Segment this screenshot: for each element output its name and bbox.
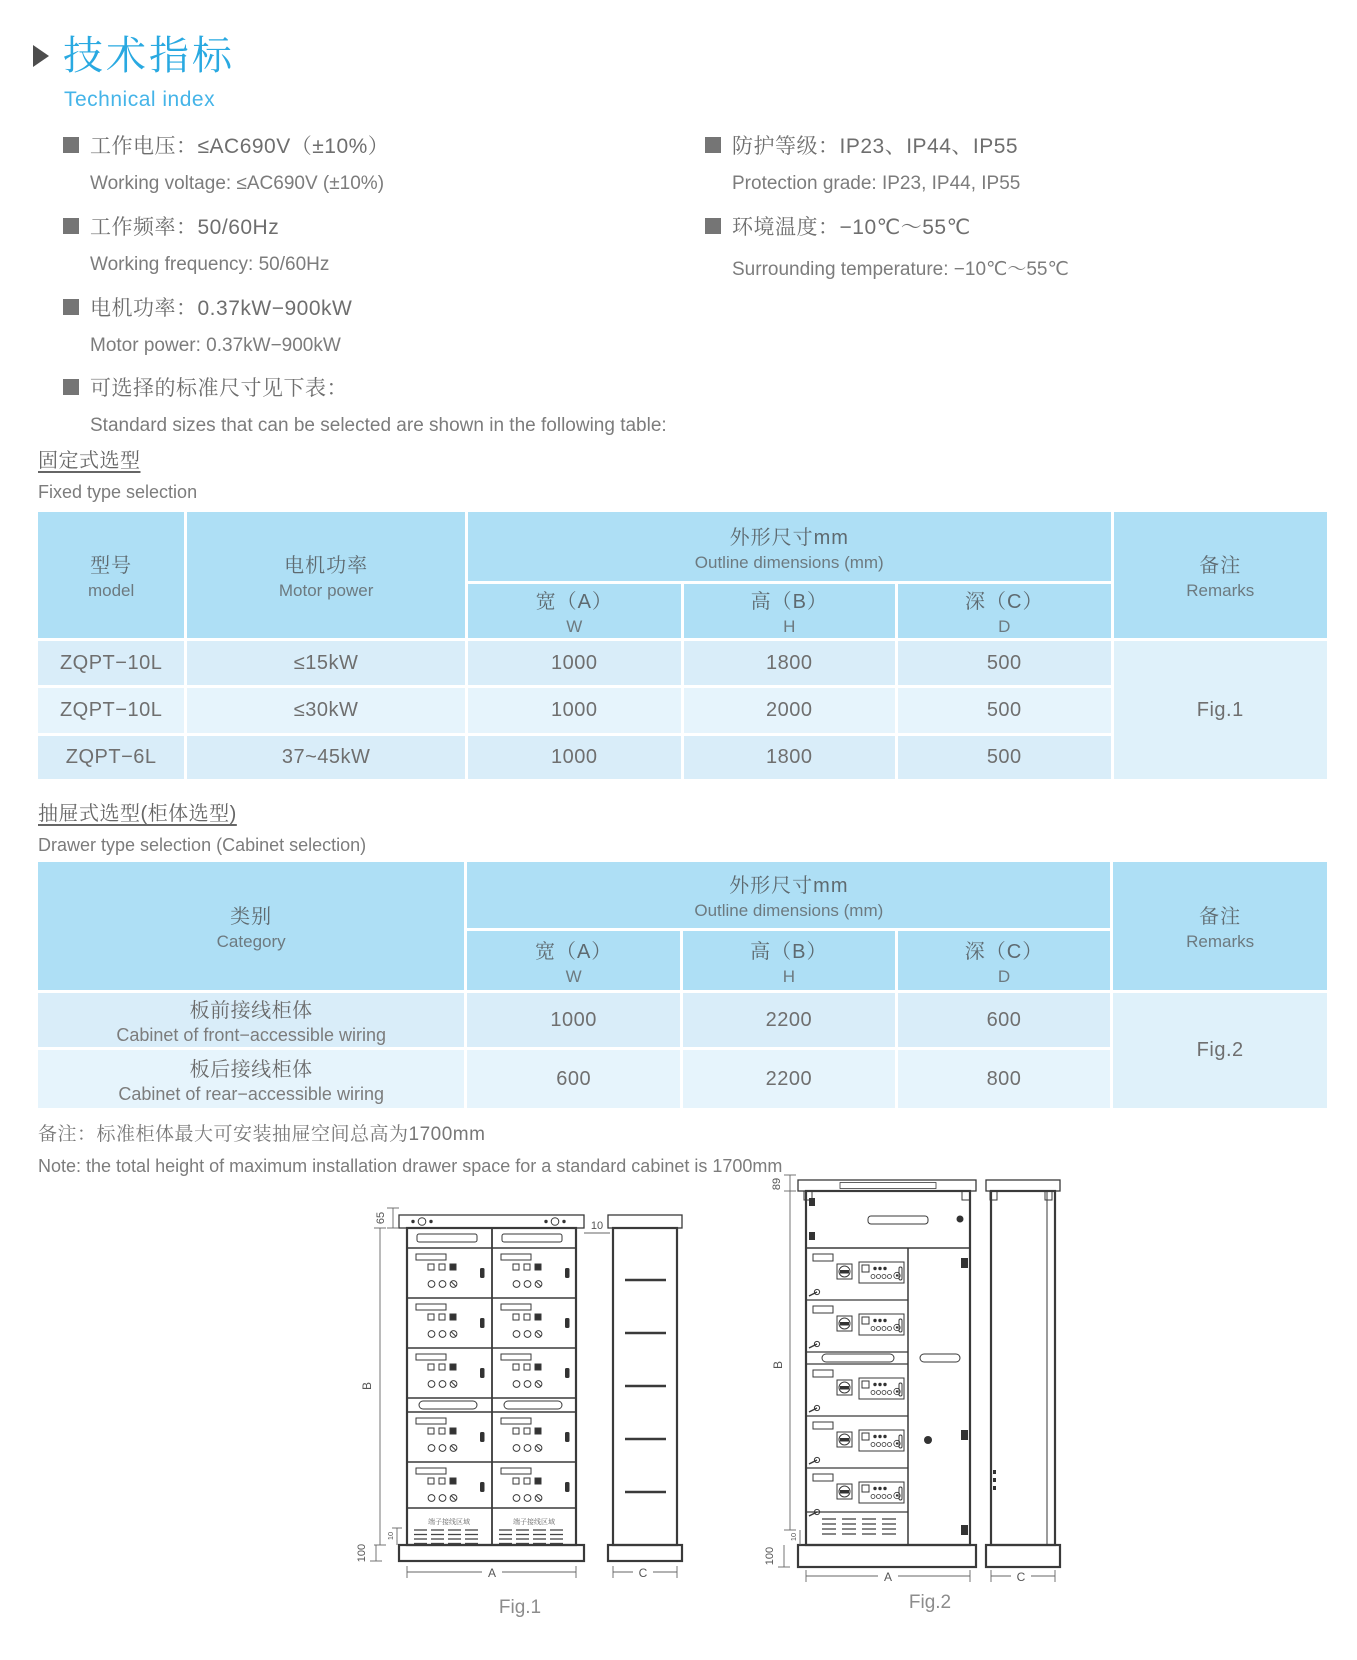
specs-right-column (705, 130, 1305, 297)
fig2-dim-depth: C (1016, 1570, 1026, 1584)
section-title-zh: 固定式选型 (38, 450, 141, 472)
spec-surrounding-temperature (705, 211, 1305, 281)
t2-remark-cell: Fig.2 (1113, 993, 1327, 1108)
spec-zh: 可选择的标准尺寸见下表： (90, 377, 348, 400)
fig1-dim-body-height: B (360, 1381, 374, 1391)
page-header (33, 36, 235, 76)
t2-r0-w: 1000 (467, 993, 680, 1047)
footnote-zh: 备注：标准柜体最大可安装抽屉空间总高为1700mm (38, 1124, 486, 1145)
bullet-square-icon (63, 137, 79, 153)
page-subtitle: Technical index (64, 88, 216, 111)
t1-r2-w: 1000 (468, 736, 681, 779)
spec-en: Surrounding temperature: −10℃～55℃ (732, 259, 1069, 280)
fig1-terminal-area-label: 端子接线区域 (428, 1519, 470, 1526)
right-triangle-icon (33, 45, 49, 67)
fig1-dim-louver-offset: 10 (386, 1531, 395, 1541)
t1-r0-power: ≤15kW (187, 641, 465, 685)
spec-working-frequency (63, 211, 673, 276)
spec-en: Working frequency: 50/60Hz (90, 254, 330, 275)
fig2-cabinet-drawing (740, 1140, 1080, 1660)
t1-r2-d: 500 (898, 736, 1111, 779)
page-title: 技术指标 (63, 34, 235, 78)
bullet-square-icon (63, 379, 79, 395)
fig1-dim-top-right: 10 (590, 1220, 604, 1232)
fig1-cabinet-drawing (350, 1160, 695, 1630)
t1-r1-w: 1000 (468, 688, 681, 733)
spec-standard-sizes (63, 372, 667, 453)
t2-header-height: 高（B） H (683, 931, 895, 990)
t1-r1-h: 2000 (684, 688, 896, 733)
t2-r1-category: 板后接线柜体 Cabinet of rear−accessible wiring (38, 1050, 464, 1108)
t1-r0-model: ZQPT−10L (38, 641, 184, 685)
t1-remark-cell: Fig.1 (1114, 641, 1328, 779)
fig1-terminal-area-label: 端子接线区域 (513, 1519, 555, 1526)
t2-r1-h: 2200 (683, 1050, 895, 1108)
bullet-square-icon (705, 137, 721, 153)
specs-left-column (63, 130, 673, 373)
t2-header-category: 类别 Category (38, 862, 464, 990)
t1-r1-model: ZQPT−10L (38, 688, 184, 733)
footnote-en: Note: the total height of maximum installation drawer space for a standard cabinet is 1700mm (38, 1156, 783, 1176)
spec-zh: 工作频率：50/60Hz (90, 216, 280, 239)
t1-r1-d: 500 (898, 688, 1111, 733)
spec-protection-grade (705, 130, 1305, 195)
t1-r0-h: 1800 (684, 641, 896, 685)
spec-motor-power (63, 292, 673, 357)
t1-r2-model: ZQPT−6L (38, 736, 184, 779)
spec-en: Protection grade: IP23, IP44, IP55 (732, 173, 1021, 194)
fig2-dimension-lines (778, 1175, 1055, 1582)
spec-en: Motor power: 0.37kW−900kW (90, 335, 341, 356)
t1-header-width: 宽（A） W (468, 584, 681, 638)
fig2-front-view (798, 1180, 976, 1567)
t1-r1-power: ≤30kW (187, 688, 465, 733)
fig2-side-view (986, 1180, 1060, 1567)
bullet-square-icon (63, 299, 79, 315)
t2-header-width: 宽（A） W (467, 931, 680, 990)
fixed-table-title (38, 444, 197, 503)
spec-en: Standard sizes that can be selected are shown in the following table: (90, 415, 667, 436)
t1-header-remarks: 备注 Remarks (1114, 512, 1328, 638)
t2-r0-h: 2200 (683, 993, 895, 1047)
section-title-zh: 抽屉式选型(柜体选型) (38, 803, 237, 825)
spec-zh: 电机功率：0.37kW−900kW (90, 297, 353, 320)
bullet-square-icon (63, 218, 79, 234)
t1-header-dimensions: 外形尺寸mm Outline dimensions (mm) (468, 512, 1111, 581)
fig2-dim-body-height: B (771, 1360, 785, 1370)
fig1-dim-width: A (487, 1566, 497, 1580)
fig2-caption: Fig.2 (908, 1592, 952, 1613)
t2-r1-w: 600 (467, 1050, 680, 1108)
t1-r0-w: 1000 (468, 641, 681, 685)
t2-r1-d: 800 (898, 1050, 1111, 1108)
fig1-side-view (608, 1215, 682, 1561)
spec-en: Working voltage: ≤AC690V (±10%) (90, 173, 385, 194)
section-title-en: Drawer type selection (Cabinet selection) (38, 835, 367, 855)
fig1-front-view (399, 1215, 584, 1561)
t1-header-model: 型号 model (38, 512, 184, 638)
t1-r0-d: 500 (898, 641, 1111, 685)
drawer-table-title (38, 797, 366, 856)
t2-header-dimensions: 外形尺寸mm Outline dimensions (mm) (467, 862, 1110, 928)
spec-zh: 防护等级：IP23、IP44、IP55 (732, 135, 1019, 158)
t1-header-height: 高（B） H (684, 584, 896, 638)
fig1-dim-base-height: 100 (356, 1543, 368, 1563)
t2-header-depth: 深（C） D (898, 931, 1111, 990)
bullet-square-icon (705, 218, 721, 234)
t1-r2-h: 1800 (684, 736, 896, 779)
spec-zh: 工作电压：≤AC690V（±10%） (90, 135, 390, 158)
t2-r0-category: 板前接线柜体 Cabinet of front−accessible wiring (38, 993, 464, 1047)
fig1-dim-depth: C (638, 1566, 648, 1580)
drawer-selection-table (38, 862, 1327, 1108)
spec-zh: 环境温度：−10℃～55℃ (732, 216, 971, 239)
t1-header-power: 电机功率 Motor power (187, 512, 465, 638)
t1-header-depth: 深（C） D (898, 584, 1111, 638)
fixed-selection-table (38, 512, 1327, 779)
section-title-en: Fixed type selection (38, 482, 198, 502)
fig2-dim-cap-height: 89 (771, 1177, 783, 1191)
spec-working-voltage (63, 130, 673, 195)
fig2-dim-base-height: 100 (764, 1546, 776, 1566)
fig1-caption: Fig.1 (498, 1597, 542, 1618)
t1-r2-power: 37~45kW (187, 736, 465, 779)
t2-r0-d: 600 (898, 993, 1111, 1047)
fig2-dim-width: A (883, 1570, 893, 1584)
fig2-dim-louver-offset: 10 (789, 1532, 798, 1542)
t2-header-remarks: 备注 Remarks (1113, 862, 1327, 990)
fig1-dim-cap-height: 65 (375, 1211, 387, 1225)
